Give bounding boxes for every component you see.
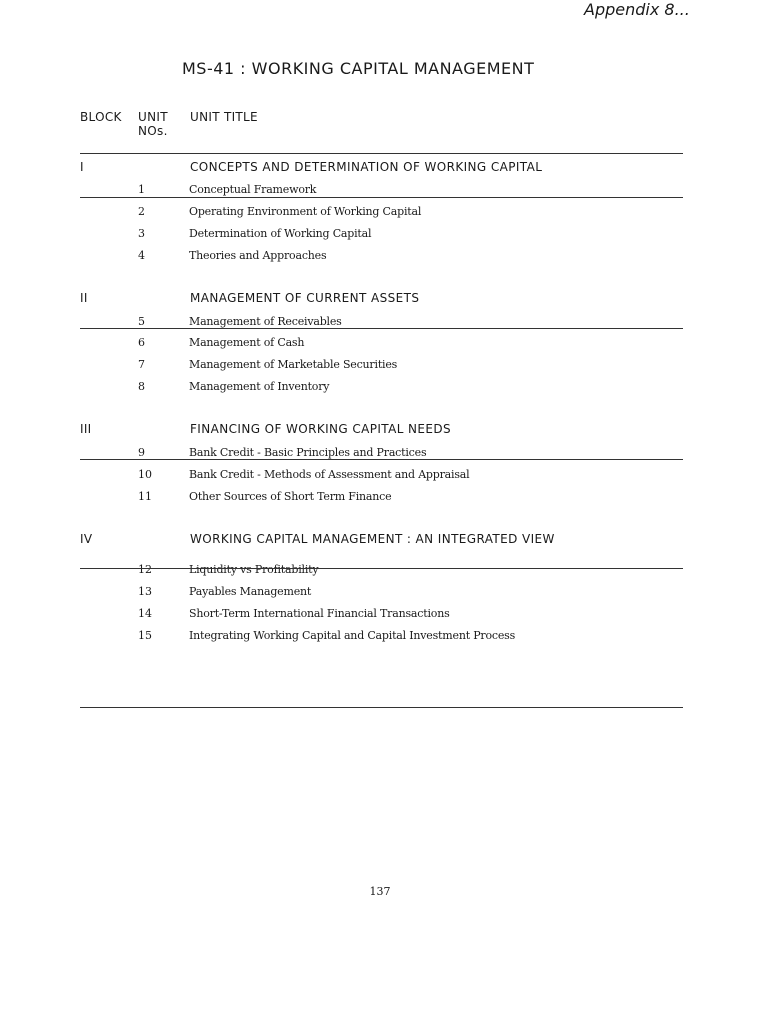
unit-number: 3: [138, 227, 145, 240]
unit-number: 2: [138, 205, 145, 218]
unit-title: Integrating Working Capital and Capital Investment Process: [189, 629, 516, 642]
unit-title: Management of Receivables: [189, 315, 342, 328]
unit-title: Liquidity vs Profitability: [189, 563, 319, 576]
table-rule: [80, 153, 683, 154]
block-title: CONCEPTS AND DETERMINATION OF WORKING CAPITAL: [190, 160, 543, 174]
unit-title: Operating Environment of Working Capital: [189, 205, 422, 218]
table-rule: [80, 568, 683, 569]
unit-number: 10: [138, 468, 152, 481]
unit-number: 5: [138, 315, 145, 328]
block-number: II: [80, 291, 88, 305]
unit-number: 11: [138, 490, 152, 503]
unit-number: 15: [138, 629, 152, 642]
block-number: III: [80, 422, 92, 436]
table-rule: [80, 328, 683, 329]
unit-title: Payables Management: [189, 585, 312, 598]
unit-title: Management of Inventory: [189, 380, 330, 393]
unit-title: Management of Marketable Securities: [189, 358, 398, 371]
unit-number: 13: [138, 585, 152, 598]
unit-title: Management of Cash: [189, 336, 305, 349]
unit-title: Determination of Working Capital: [189, 227, 372, 240]
table-rule: [80, 459, 683, 460]
block-number: IV: [80, 532, 93, 546]
unit-title: Bank Credit - Basic Principles and Practices: [189, 446, 427, 459]
table-rule: [80, 197, 683, 198]
unit-number: 1: [138, 183, 145, 196]
unit-number: 14: [138, 607, 152, 620]
unit-number: 7: [138, 358, 145, 371]
appendix-label: Appendix 8...: [584, 0, 690, 19]
header-block: BLOCK: [80, 110, 122, 124]
unit-title: Conceptual Framework: [189, 183, 317, 196]
unit-number: 9: [138, 446, 145, 459]
unit-title: Bank Credit - Methods of Assessment and Appraisal: [189, 468, 470, 481]
unit-number: 6: [138, 336, 145, 349]
block-number: I: [80, 160, 84, 174]
block-title: WORKING CAPITAL MANAGEMENT : AN INTEGRATED VIEW: [190, 532, 555, 546]
header-unit-nos: UNIT NOs.: [138, 110, 168, 138]
unit-number: 4: [138, 249, 145, 262]
unit-title: Theories and Approaches: [189, 249, 327, 262]
page-title: MS-41 : WORKING CAPITAL MANAGEMENT: [182, 59, 535, 78]
unit-number: 8: [138, 380, 145, 393]
unit-title: Short-Term International Financial Transactions: [189, 607, 450, 620]
unit-title: Other Sources of Short Term Finance: [189, 490, 392, 503]
block-title: MANAGEMENT OF CURRENT ASSETS: [190, 291, 420, 305]
header-unit-title: UNIT TITLE: [190, 110, 258, 124]
unit-number: 12: [138, 563, 152, 576]
page-number: 137: [369, 885, 391, 898]
table-bottom-rule: [80, 707, 683, 708]
block-title: FINANCING OF WORKING CAPITAL NEEDS: [190, 422, 451, 436]
